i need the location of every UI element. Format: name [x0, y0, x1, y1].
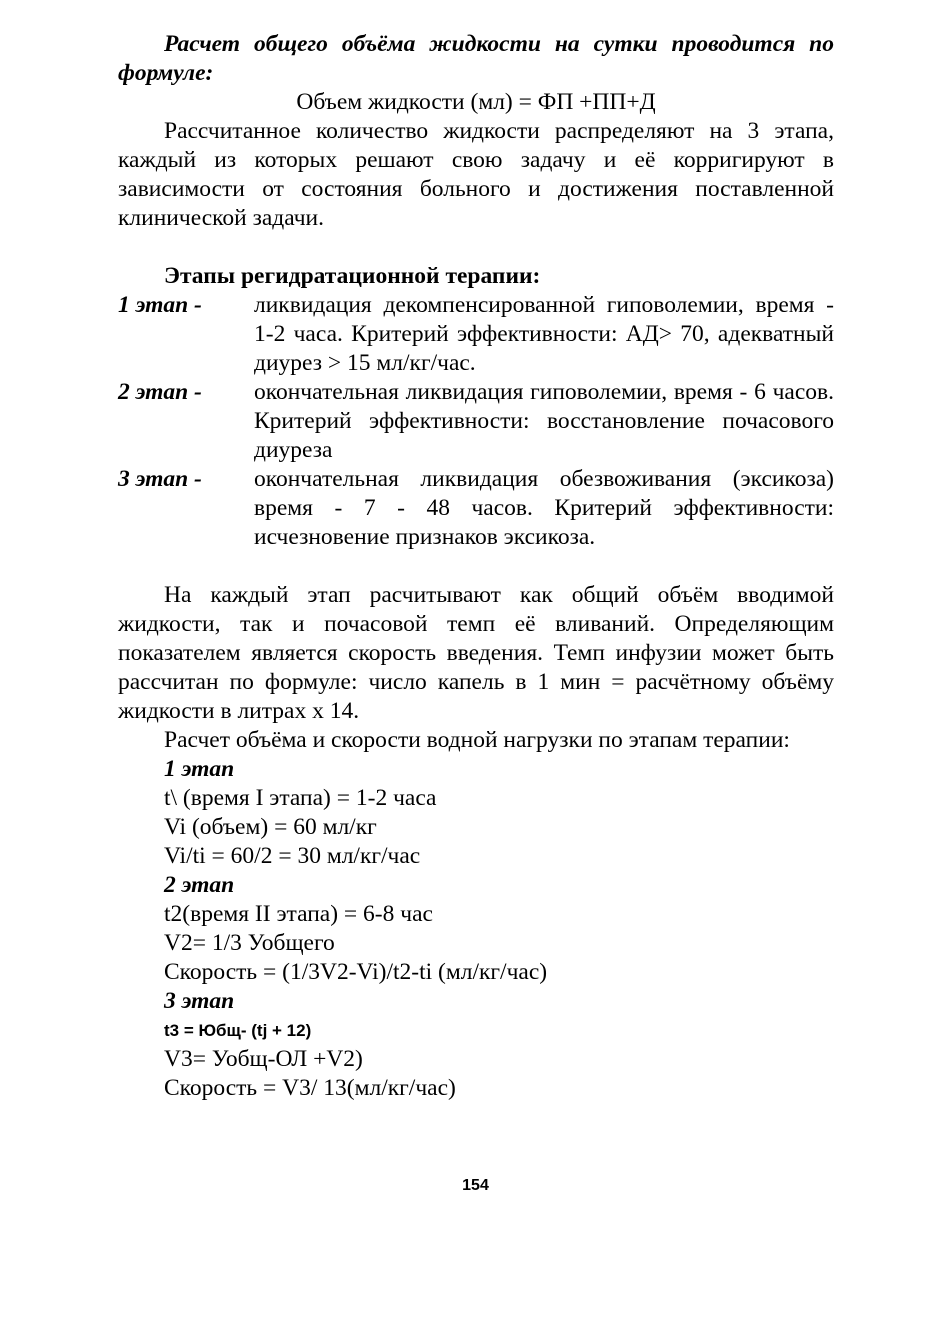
stage-item-2 [118, 378, 834, 465]
calc-stage3-line: t3 = Юбщ- (tj + 12) [164, 1021, 312, 1040]
stage-text: ликвидация декомпенсированной гиповолемии, время - 1-2 часа. Критерий эффективности: АД> 70, адекватный диурез > 15 мл/кг/час. [254, 292, 834, 376]
calc-stage1-title: 1 этап [164, 756, 235, 782]
calc-stage1-line: Vi/ti = 60/2 = 30 мл/кг/час [164, 843, 421, 869]
page-number: 154 [462, 1177, 489, 1194]
calc-stage2-title: 2 этап [164, 872, 235, 898]
paragraph-3: Расчет объёма и скорости водной нагрузки по этапам терапии: [164, 727, 790, 753]
stage-label: 2 этап - [118, 379, 202, 405]
stage-label: 3 этап - [118, 466, 202, 492]
stage-item-3 [118, 465, 834, 552]
stages-heading: Этапы регидратационной терапии: [164, 263, 541, 289]
calc-stage3-line: V3= Уобщ-ОЛ +V2) [164, 1046, 363, 1072]
calc-stage2-line: Скорость = (1/3V2-Vi)/t2-ti (мл/кг/час) [164, 959, 548, 985]
calc-stage1-line: Vi (объем) = 60 мл/кг [164, 814, 377, 840]
stage-label: 1 этап - [118, 292, 202, 318]
calc-stage1-line: t\ (время I этапа) = 1-2 часа [164, 785, 437, 811]
stage-text: окончательная ликвидация гиповолемии, время - 6 часов. Критерий эффективности: восстановление почасового диуреза [254, 379, 834, 463]
calc-stage3-line: Скорость = V3/ 13(мл/кг/час) [164, 1075, 456, 1101]
calc-stage3-title: 3 этап [164, 988, 235, 1014]
calc-stage2-line: t2(время II этапа) = 6-8 час [164, 901, 433, 927]
formula-heading: Расчет общего объёма жидкости на сутки проводится по формуле: [118, 31, 834, 86]
stage-text: окончательная ликвидация обезвоживания (эксикоза) время - 7 - 48 часов. Критерий эффективности: исчезновение признаков эксикоза. [254, 466, 834, 550]
paragraph-1: Рассчитанное количество жидкости распределяют на 3 этапа, каждый из которых решают свою задачу и её корригируют в зависимости от состояния больного и достижения поставленной клинической задачи. [118, 118, 834, 231]
text-column [118, 30, 834, 1103]
paragraph-2: На каждый этап расчитывают как общий объём вводимой жидкости, так и почасовой темп её вливаний. Определяющим показателем является скорость введения. Темп инфузии может быть рассчитан по формуле: число капель в 1 мин = расчётному объёму жидкости в литрах x 14. [118, 582, 834, 724]
stage-item-1 [118, 291, 834, 378]
formula-line: Объем жидкости (мл) = ФП +ПП+Д [296, 89, 656, 115]
calc-stage2-line: V2= 1/3 Уобщего [164, 930, 335, 956]
